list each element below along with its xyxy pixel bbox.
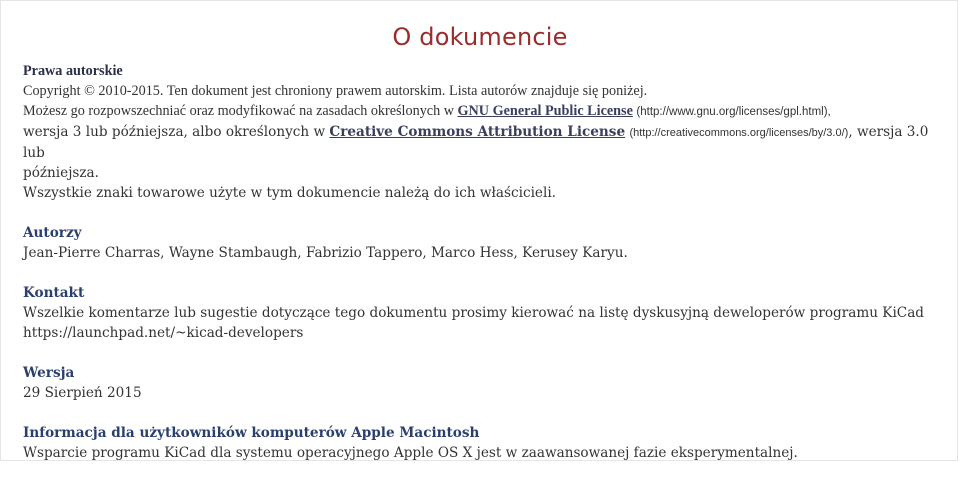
license-line: Możesz go rozpowszechniać oraz modyfikować na zasadach określonych w GNU General Public License (http://www.gnu.org/licenses/gpl.html), [23, 103, 831, 119]
gpl-url: (http://www.gnu.org/licenses/gpl.html) [636, 106, 828, 118]
cc-link[interactable]: Creative Commons Attribution License [329, 124, 626, 140]
gpl-link[interactable]: GNU General Public License [457, 103, 633, 119]
version-text: 29 Sierpień 2015 [23, 385, 142, 401]
license-version: , wersja 3.0 lub [23, 124, 929, 161]
contact-text: Wszelkie komentarze lub sugestie dotyczące tego dokumentu prosimy kierować na listę dyskusyjną deweloperów programu KiCad [23, 305, 924, 321]
license-line-3: późniejsza. [23, 165, 99, 181]
contact-section [23, 283, 933, 343]
contact-url[interactable]: https://launchpad.net/~kicad-developers [23, 325, 304, 341]
contact-heading: Kontakt [23, 285, 85, 301]
license-text: Możesz go rozpowszechniać oraz modyfikować na zasadach określonych w [23, 103, 458, 119]
authors-text: Jean-Pierre Charras, Wayne Stambaugh, Fabrizio Tappero, Marco Hess, Kerusey Karyu. [23, 245, 628, 261]
cc-url: (http://creativecommons.org/licenses/by/3.0/) [629, 127, 849, 139]
authors-section [23, 223, 933, 263]
license-line-2 [23, 122, 933, 163]
version-heading: Wersja [23, 365, 75, 381]
copyright-line: Copyright © 2010-2015. Ten dokument jest chroniony prawem autorskim. Lista autorów znajduje się poniżej. [23, 83, 648, 99]
license-text-2: wersja 3 lub późniejsza, albo określonych w [23, 124, 330, 140]
mac-heading: Informacja dla użytkowników komputerów Apple Macintosh [23, 425, 480, 441]
copyright-heading: Prawa autorskie [23, 63, 123, 79]
page-title: O dokumencie [392, 23, 568, 51]
copyright-section [23, 61, 933, 203]
mac-section [23, 423, 933, 463]
document-content [23, 61, 933, 483]
mac-text: Wsparcie programu KiCad dla systemu operacyjnego Apple OS X jest w zaawansowanej fazie eksperymentalnej. [23, 445, 798, 461]
version-section [23, 363, 933, 403]
trademarks-line: Wszystkie znaki towarowe użyte w tym dokumencie należą do ich właścicieli. [23, 185, 556, 201]
authors-heading: Autorzy [23, 225, 82, 241]
